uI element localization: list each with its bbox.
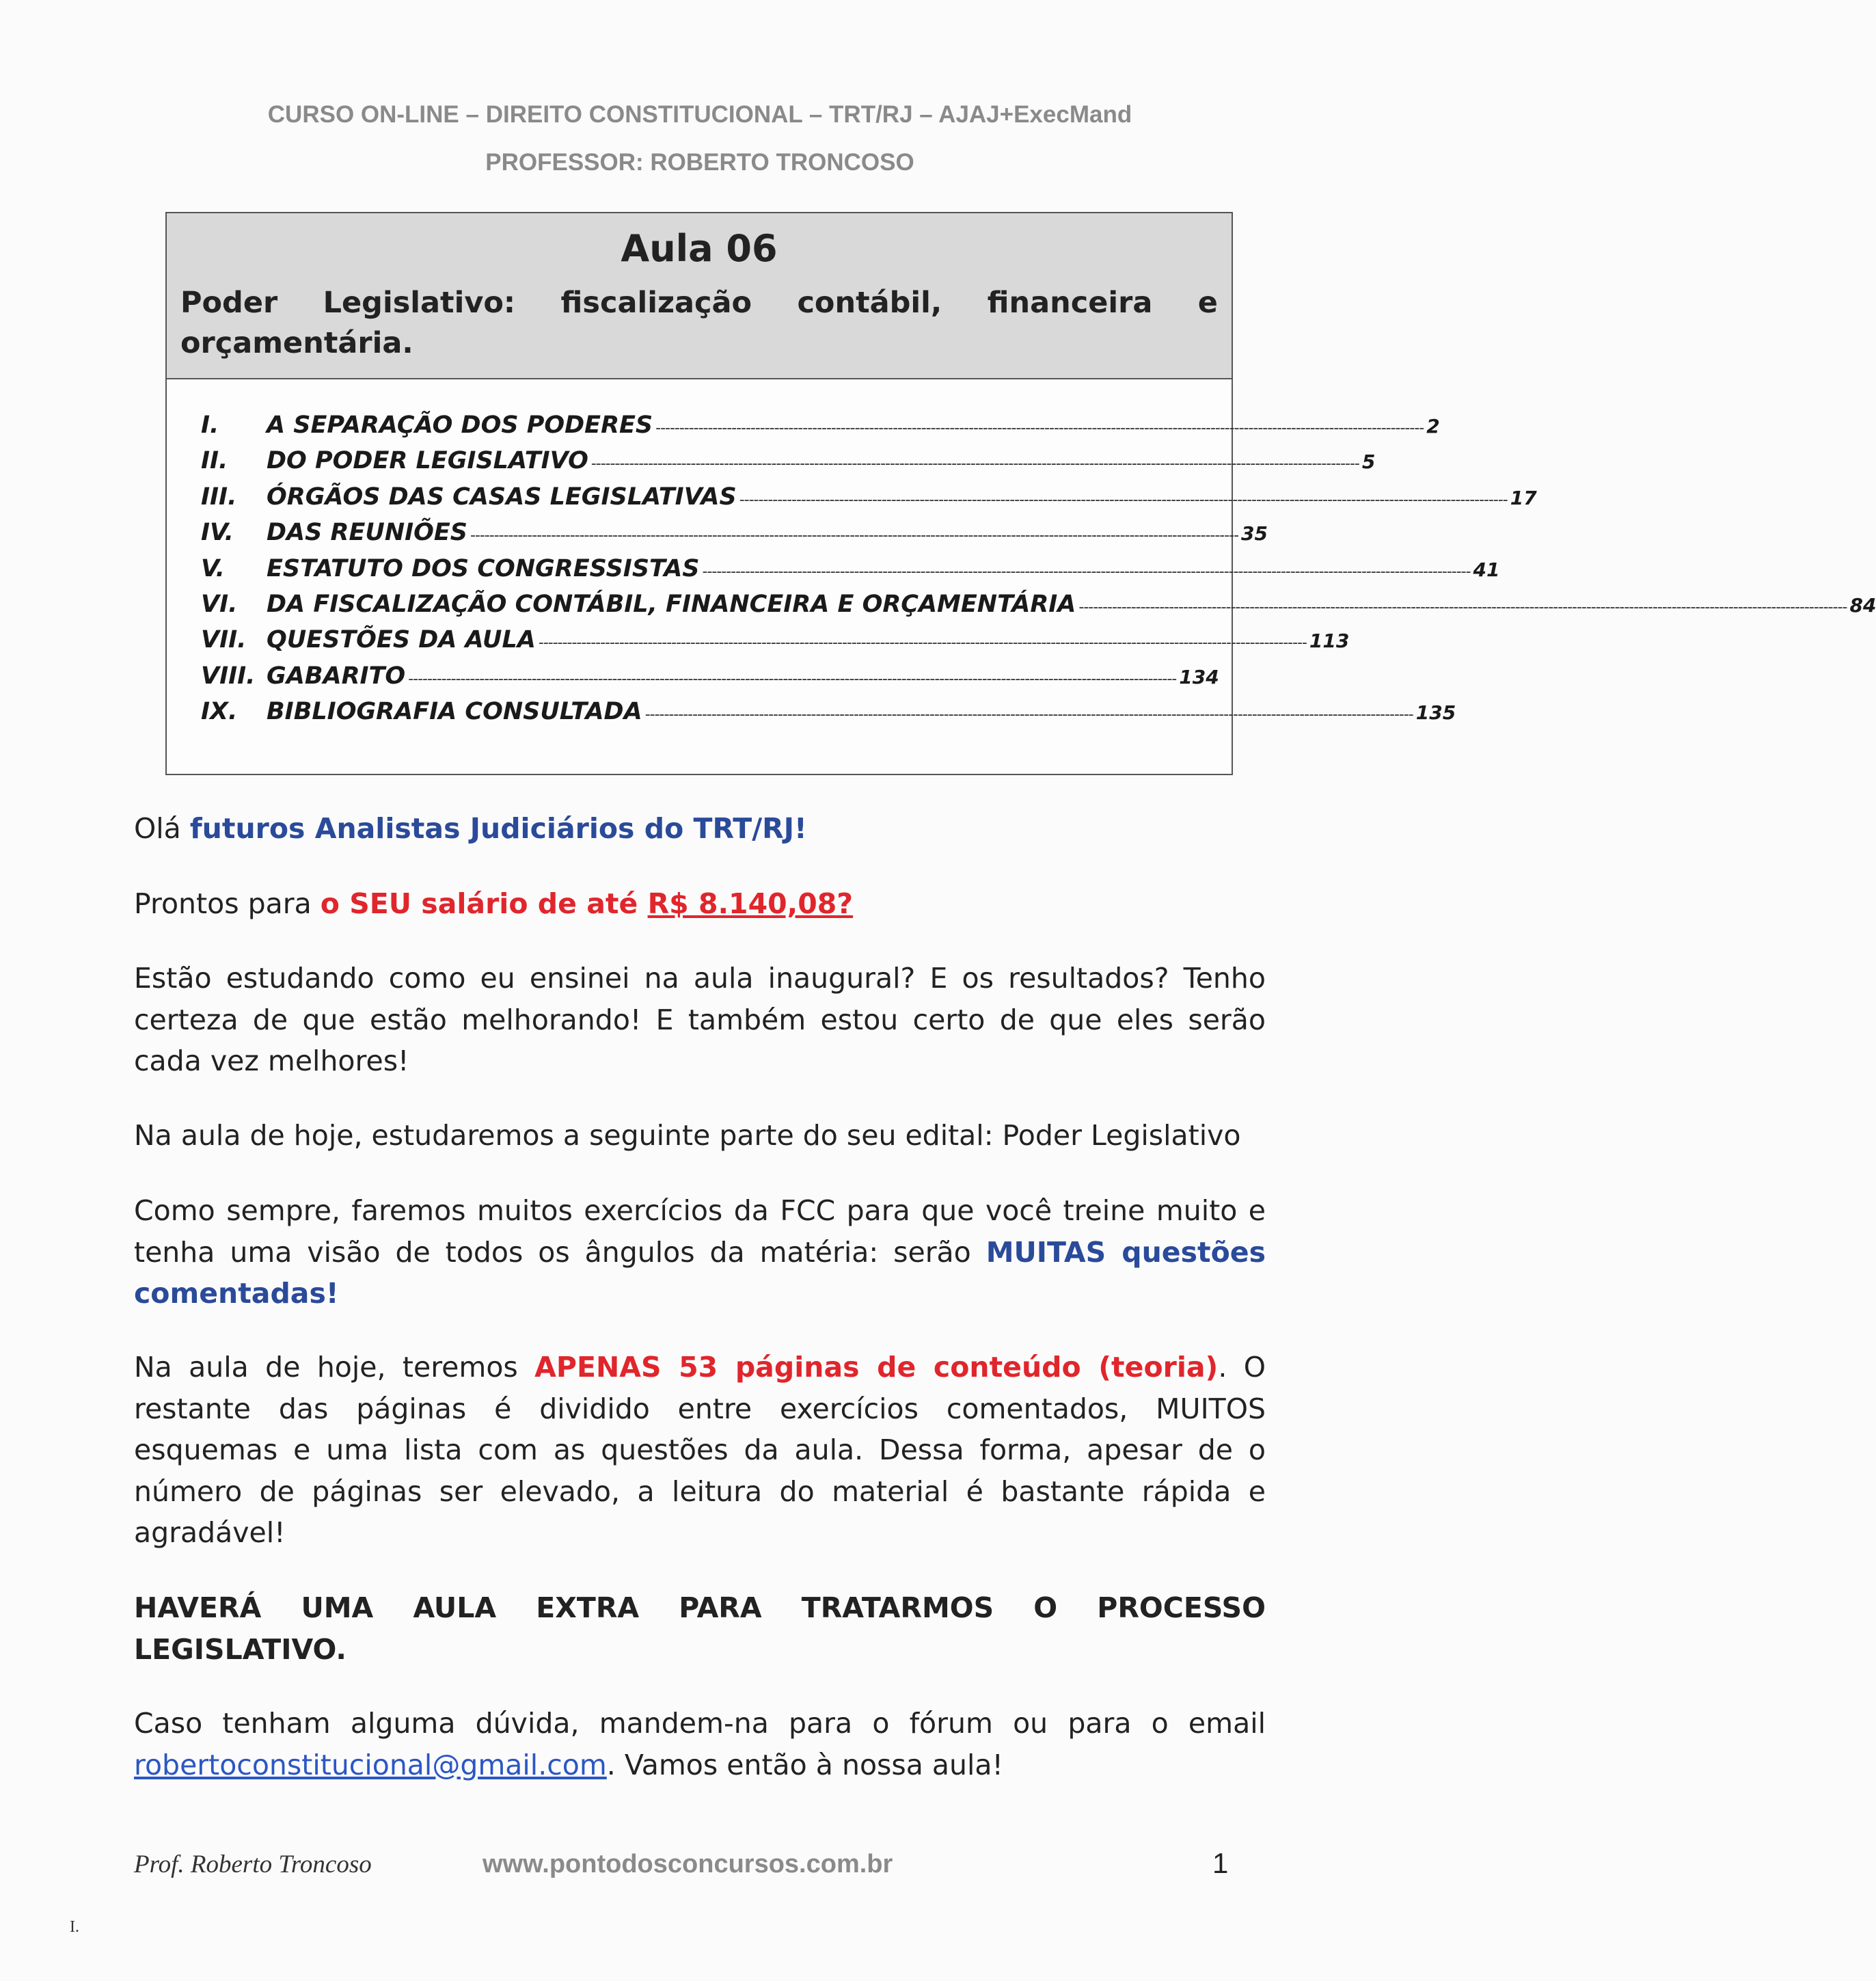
toc-page: 2 xyxy=(1426,415,1440,437)
toc-title: A SEPARAÇÃO DOS PODERES xyxy=(267,412,653,439)
contact-text: Caso tenham alguma dúvida, mandem-na para o fórum ou para o email xyxy=(134,1707,1266,1740)
subtitle-word: Legislativo: xyxy=(323,286,516,320)
greeting-text: Olá xyxy=(134,812,190,845)
toc-leader: ------------------------------------------------------------------------------------------------------------------------------------------------------------------ xyxy=(655,420,1424,437)
professor-header: PROFESSOR: ROBERTO TRONCOSO xyxy=(485,149,914,176)
toc-page: 41 xyxy=(1473,558,1500,581)
course-header: CURSO ON-LINE – DIREITO CONSTITUCIONAL – TRT/RJ – AJAJ+ExecMand xyxy=(267,101,1132,128)
notice-word: PARA xyxy=(679,1591,762,1624)
toc-page: 5 xyxy=(1361,450,1376,474)
salary-text: Prontos para xyxy=(134,887,321,920)
notice-word: PROCESSO xyxy=(1097,1591,1266,1624)
toc-leader: ------------------------------------------------------------------------------------------------------------------------------------------------------------------ xyxy=(1078,598,1847,616)
salary-highlight: o SEU salário de até xyxy=(320,887,648,920)
notice-word: O xyxy=(1033,1591,1058,1624)
exercises-paragraph xyxy=(134,1190,1266,1315)
toc-entry[interactable] xyxy=(201,590,1876,626)
toc-number: VII. xyxy=(201,626,247,654)
page-number: 1 xyxy=(1212,1847,1229,1879)
toc-number: VIII. xyxy=(201,662,256,690)
toc-leader: ------------------------------------------------------------------------------------------------------------------------------------------------------------------ xyxy=(702,563,1471,580)
toc-leader: ------------------------------------------------------------------------------------------------------------------------------------------------------------------ xyxy=(739,491,1508,509)
toc-page: 35 xyxy=(1241,522,1268,545)
toc-title: DA FISCALIZAÇÃO CONTÁBIL, FINANCEIRA E ORÇAMENTÁRIA xyxy=(267,590,1076,618)
toc-title: DAS REUNIÕES xyxy=(267,519,467,547)
footer-website[interactable]: www.pontodosconcursos.com.br xyxy=(482,1850,893,1878)
contact-paragraph xyxy=(134,1703,1266,1785)
subtitle-line2: orçamentária. xyxy=(180,326,413,360)
toc-leader: ------------------------------------------------------------------------------------------------------------------------------------------------------------------ xyxy=(538,634,1307,652)
toc-entry[interactable] xyxy=(201,662,1219,698)
toc-entry[interactable] xyxy=(201,554,1500,591)
toc-title: ÓRGÃOS DAS CASAS LEGISLATIVAS xyxy=(267,483,737,511)
salary-value: R$ 8.140,08? xyxy=(647,887,854,920)
notice-word: HAVERÁ xyxy=(134,1591,262,1624)
toc-number: V. xyxy=(201,554,225,582)
notice-word: TRATARMOS xyxy=(801,1591,994,1624)
greeting-paragraph xyxy=(134,808,1266,850)
toc-number: VI. xyxy=(201,590,238,618)
lesson-summary-box xyxy=(165,212,1876,775)
notice-word: UMA xyxy=(301,1591,374,1624)
footer-professor: Prof. Roberto Troncoso xyxy=(134,1850,372,1878)
toc-page: 113 xyxy=(1309,630,1350,653)
toc-number: IV. xyxy=(201,519,234,547)
table-of-contents xyxy=(201,412,1876,734)
edital-paragraph: Na aula de hoje, estudaremos a seguinte parte do seu edital: Poder Legislativo xyxy=(134,1119,1241,1152)
notice-word: EXTRA xyxy=(536,1591,640,1624)
corner-mark: I. xyxy=(70,1918,79,1936)
toc-entry[interactable] xyxy=(201,519,1268,554)
toc-number: III. xyxy=(201,483,237,511)
email-link[interactable]: robertoconstitucional@gmail.com xyxy=(134,1748,607,1781)
greeting-highlight: futuros Analistas Judiciários do TRT/RJ! xyxy=(189,812,807,845)
toc-entry[interactable] xyxy=(201,412,1440,447)
toc-title: DO PODER LEGISLATIVO xyxy=(267,447,588,475)
pages-text: Na aula de hoje, teremos xyxy=(134,1351,535,1384)
pages-highlight: APENAS 53 páginas de conteúdo (teoria) xyxy=(534,1351,1219,1384)
toc-entry[interactable] xyxy=(201,626,1350,662)
toc-number: I. xyxy=(201,412,219,439)
toc-title: ESTATUTO DOS CONGRESSISTAS xyxy=(267,554,700,582)
salary-paragraph xyxy=(134,883,1266,925)
pages-paragraph xyxy=(134,1347,1266,1554)
lesson-title-area xyxy=(167,213,1232,379)
extra-class-notice xyxy=(134,1587,1266,1670)
contact-text-end: . Vamos então à nossa aula! xyxy=(606,1748,1003,1781)
toc-leader: ------------------------------------------------------------------------------------------------------------------------------------------------------------------ xyxy=(644,706,1413,724)
toc-entry[interactable] xyxy=(201,483,1537,519)
toc-leader: ------------------------------------------------------------------------------------------------------------------------------------------------------------------ xyxy=(590,455,1359,473)
toc-leader: ------------------------------------------------------------------------------------------------------------------------------------------------------------------ xyxy=(470,527,1239,545)
toc-entry[interactable] xyxy=(201,447,1376,483)
toc-entry[interactable] xyxy=(201,698,1456,733)
subtitle-word: contábil, xyxy=(797,286,942,320)
toc-title: BIBLIOGRAFIA CONSULTADA xyxy=(267,698,642,726)
toc-page: 17 xyxy=(1510,486,1537,509)
exercises-highlight: MUITAS questões comentadas! xyxy=(134,1235,1266,1310)
notice-line2: LEGISLATIVO. xyxy=(134,1632,347,1666)
lesson-subtitle xyxy=(180,283,1218,364)
subtitle-word: fiscalização xyxy=(560,286,752,320)
subtitle-word: Poder xyxy=(180,286,278,320)
exercises-text: Como sempre, faremos muitos exercícios da FCC para que você treine muito e tenha uma visão de todos os ângulos da matéria: serão xyxy=(134,1194,1266,1269)
subtitle-word: e xyxy=(1197,286,1218,320)
lesson-title: Aula 06 xyxy=(621,227,778,270)
notice-word: AULA xyxy=(413,1591,497,1624)
study-paragraph: Estão estudando como eu ensinei na aula inaugural? E os resultados? Tenho certeza de que estão melhorando! E também estou certo de que eles serão cada vez melhores! xyxy=(134,962,1266,1077)
toc-number: II. xyxy=(201,447,228,475)
toc-title: QUESTÕES DA AULA xyxy=(267,626,536,654)
pages-text-rest: . O restante das páginas é dividido entre exercícios comentados, MUITOS esquemas e uma lista com as questões da aula. Dessa forma, apesar de o número de páginas ser elevado, a leitura do material é bastante rápida e agradável! xyxy=(134,1351,1266,1549)
toc-page: 135 xyxy=(1415,701,1456,725)
toc-page: 84 xyxy=(1849,593,1876,617)
toc-number: IX. xyxy=(201,698,238,726)
toc-leader: ------------------------------------------------------------------------------------------------------------------------------------------------------------------ xyxy=(408,670,1177,688)
subtitle-word: financeira xyxy=(987,286,1153,320)
toc-title: GABARITO xyxy=(267,662,406,690)
toc-page: 134 xyxy=(1179,665,1219,688)
